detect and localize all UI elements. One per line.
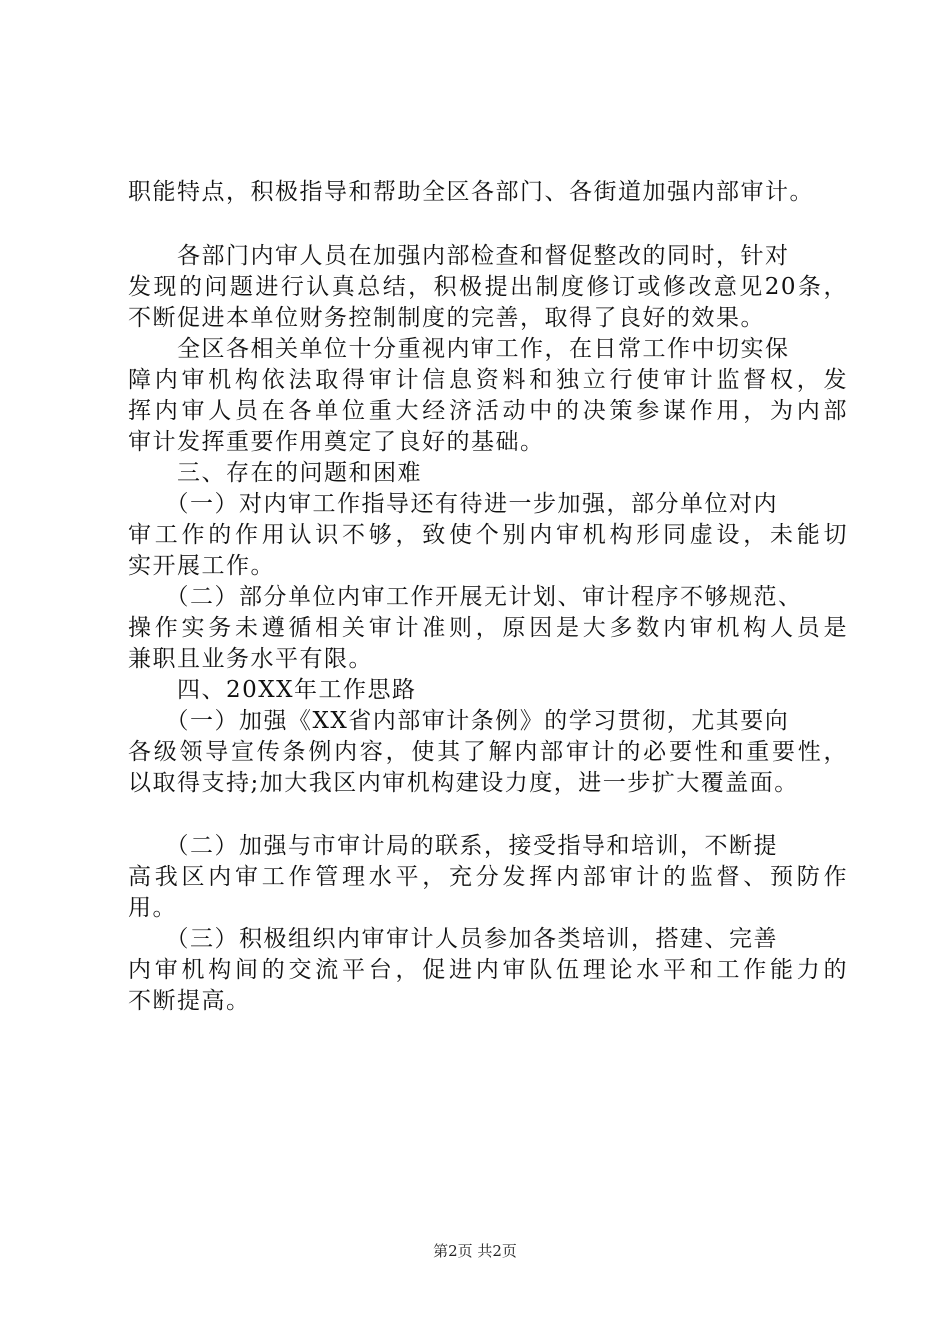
text-line: （二）部分单位内审工作开展无计划、审计程序不够规范、 [128,584,803,610]
text-line: 审工作的作用认识不够，致使个别内审机构形同虚设，未能切 [128,522,848,548]
text-line: 全区各相关单位十分重视内审工作，在日常工作中切实保 [128,336,790,362]
text-line: 各部门内审人员在加强内部检查和督促整改的同时，针对 [128,243,790,269]
text-line: 内审机构间的交流平台，促进内审队伍理论水平和工作能力的 [128,957,848,983]
text-line: 操作实务未遵循相关审计准则，原因是大多数内审机构人员是 [128,615,848,641]
text-line: 挥内审人员在各单位重大经济活动中的决策参谋作用，为内部 [128,398,848,424]
text-line: 发现的问题进行认真总结，积极提出制度修订或修改意见20条， [128,274,848,300]
text-line: 以取得支持;加大我区内审机构建设力度，进一步扩大覆盖面。 [128,770,799,796]
text-line: （三）积极组织内审审计人员参加各类培训，搭建、完善 [128,926,778,952]
text-line: （二）加强与市审计局的联系，接受指导和培训，不断提 [128,833,778,859]
text-line: （一）对内审工作指导还有待进一步加强，部分单位对内 [128,491,778,517]
section-heading: 四、20XX年工作思路 [128,677,417,703]
text-line: 用。 [128,895,177,921]
text-line: 兼职且业务水平有限。 [128,646,373,672]
section-heading: 三、存在的问题和困难 [128,460,422,486]
page-number: 第2页 共2页 [433,1242,517,1260]
text-line: 各级领导宣传条例内容，使其了解内部审计的必要性和重要性， [128,739,848,765]
text-line: 职能特点，积极指导和帮助全区各部门、各街道加强内部审计。 [128,179,814,205]
text-line: 不断提高。 [128,988,251,1014]
text-line: 审计发挥重要作用奠定了良好的基础。 [128,429,545,455]
text-line: 实开展工作。 [128,553,275,579]
text-line: （一）加强《XX省内部审计条例》的学习贯彻，尤其要向 [128,708,790,734]
text-line: 高我区内审工作管理水平，充分发挥内部审计的监督、预防作 [128,864,848,890]
text-line: 障内审机构依法取得审计信息资料和独立行使审计监督权，发 [128,367,848,393]
text-line: 不断促进本单位财务控制制度的完善，取得了良好的效果。 [128,305,765,331]
